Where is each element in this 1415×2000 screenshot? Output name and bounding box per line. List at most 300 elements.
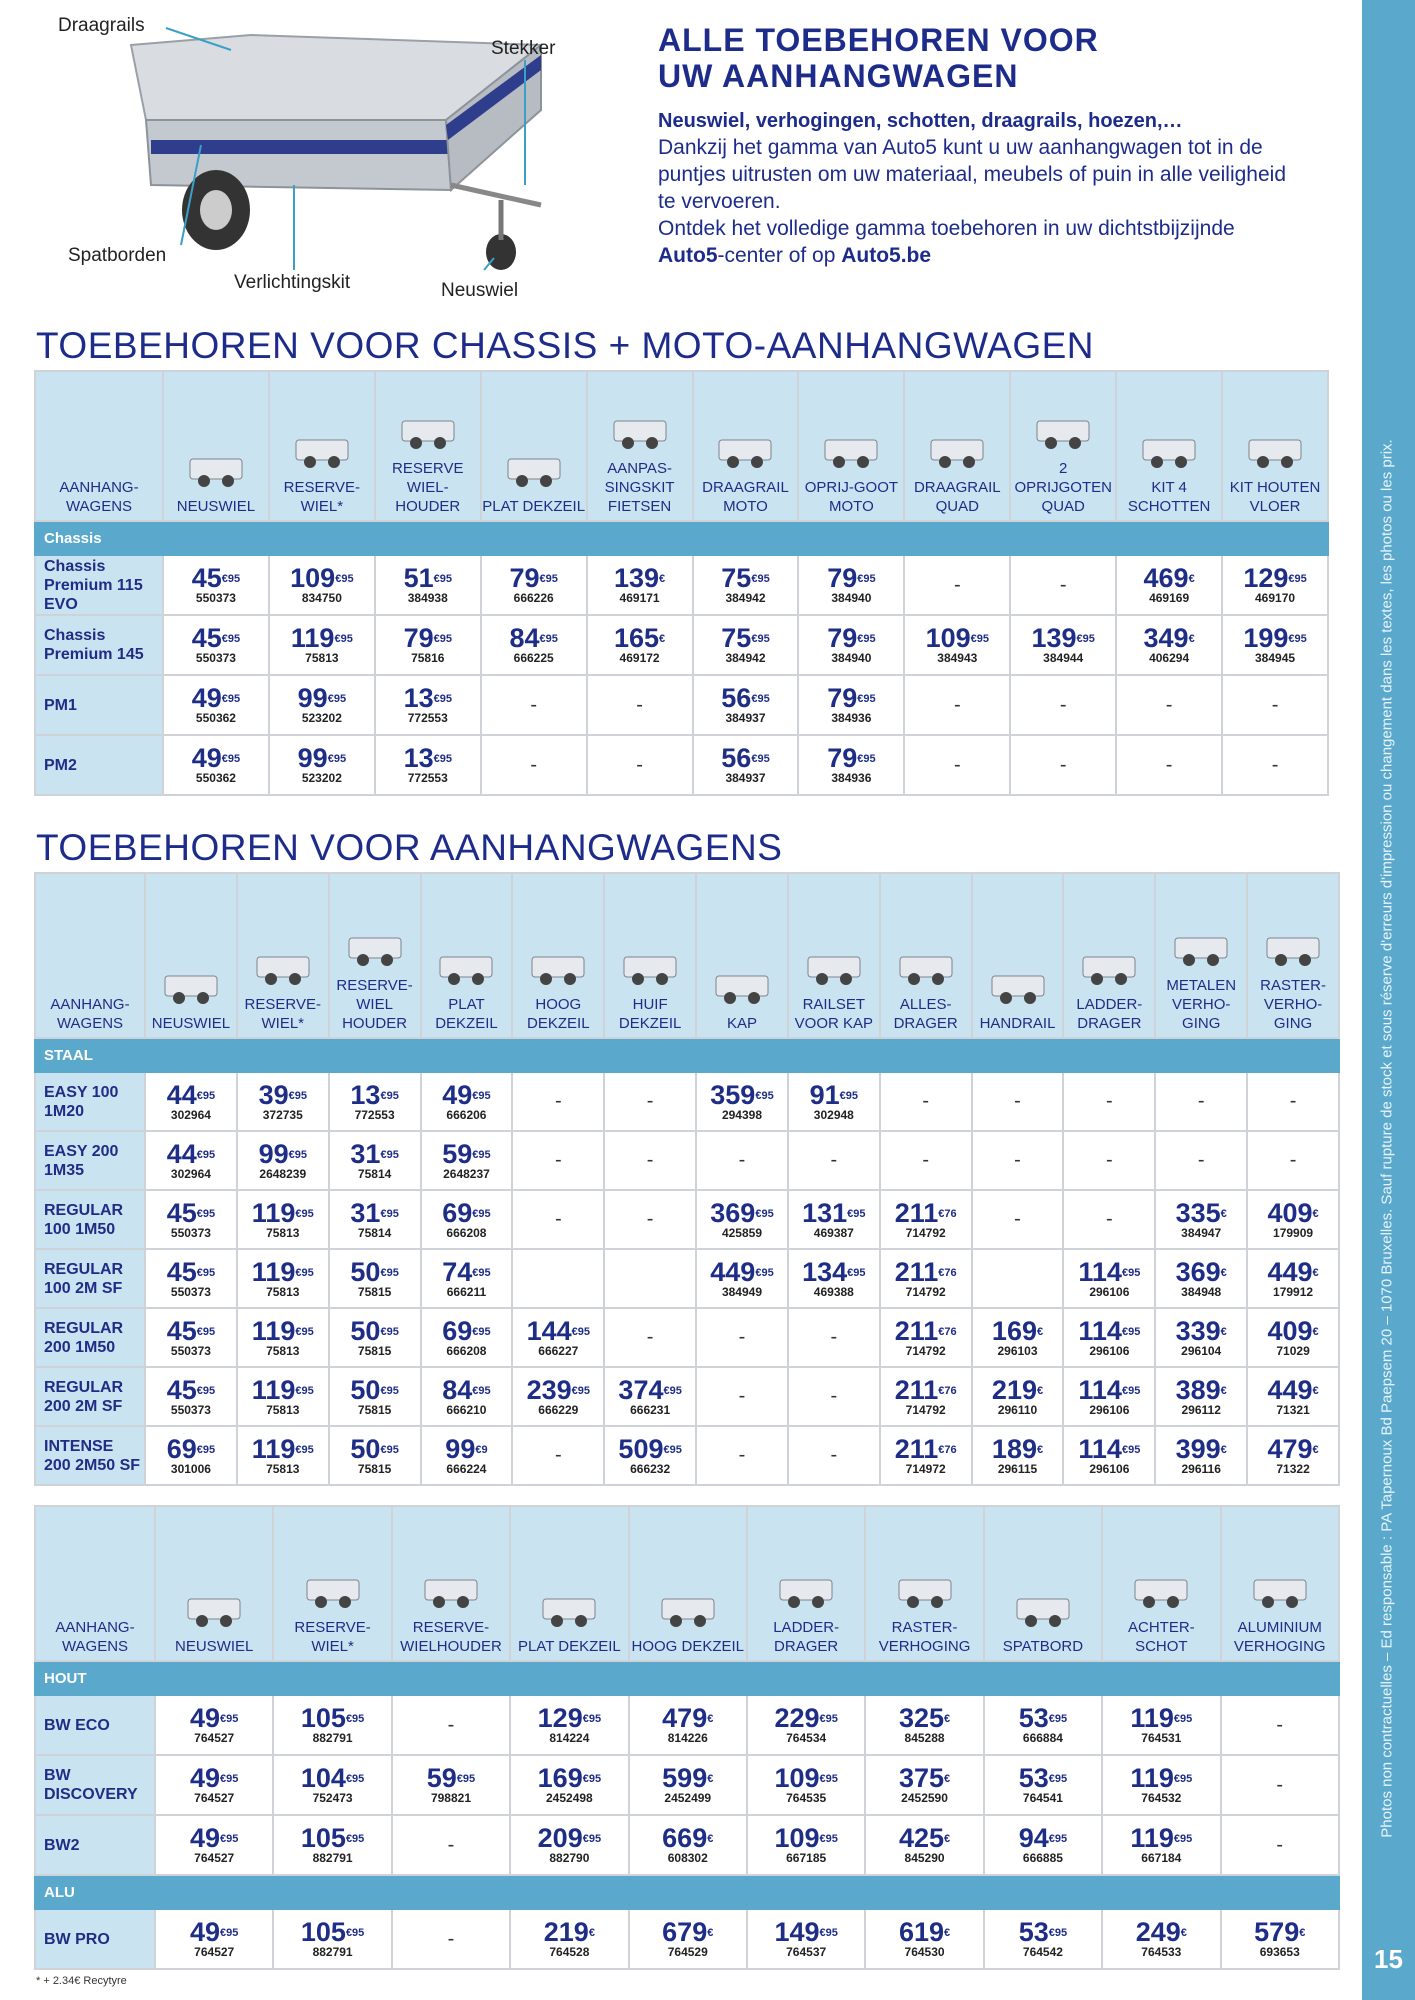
price: 679€ xyxy=(662,1917,714,1947)
product-thumbnail-icon xyxy=(1031,411,1095,453)
price-cell xyxy=(269,555,375,615)
price: $74^{€95}$ xyxy=(442,1256,491,1287)
price-cell xyxy=(1222,555,1328,615)
product-thumbnail-icon xyxy=(184,449,248,491)
price: $44^{€95}$ xyxy=(166,1079,216,1110)
product-thumbnail-icon xyxy=(1129,1570,1193,1612)
price: 425€ xyxy=(898,1823,951,1853)
price-cell xyxy=(237,1190,329,1249)
article-code: 667185 xyxy=(786,1851,827,1865)
article-code: 75816 xyxy=(411,651,445,665)
price-cell xyxy=(693,675,799,735)
product-thumbnail-icon xyxy=(1243,430,1307,472)
product-thumbnail-icon xyxy=(618,947,682,989)
article-code: 296106 xyxy=(1089,1461,1130,1476)
product-thumbnail-icon xyxy=(925,430,989,472)
price-cell xyxy=(145,1308,237,1367)
price: $105^{€95}$ xyxy=(300,1823,365,1853)
price-cell xyxy=(1063,1367,1155,1426)
article-code: 523202 xyxy=(301,711,342,725)
price-cell xyxy=(693,555,799,615)
product-thumbnail-icon xyxy=(1077,947,1141,989)
article-code: 666885 xyxy=(1022,1851,1063,1865)
article-code: 798821 xyxy=(430,1791,471,1805)
table-row xyxy=(35,1755,1339,1815)
price-cell xyxy=(163,555,269,615)
price: $119^{€95}$ xyxy=(1130,1763,1193,1793)
price: $209^{€95}$ xyxy=(537,1823,602,1853)
label-verlichtingskit: Verlichtingskit xyxy=(234,272,351,293)
article-code: 2452590 xyxy=(901,1791,948,1805)
price-cell xyxy=(145,1367,237,1426)
article-code: 666229 xyxy=(538,1402,579,1417)
price-cell xyxy=(421,1426,513,1485)
table-row xyxy=(35,1190,1339,1249)
article-code: 75813 xyxy=(266,1284,300,1299)
column-header: NEUSWIEL xyxy=(163,371,269,521)
price: $56^{€95}$ xyxy=(721,683,770,713)
intro-illustration xyxy=(36,0,596,318)
price-cell-empty: - xyxy=(1247,1131,1339,1190)
price-cell xyxy=(880,1426,972,1485)
price-cell xyxy=(1010,615,1116,675)
price: $75^{€95}$ xyxy=(721,563,770,593)
price-cell-empty: - xyxy=(1010,675,1116,735)
price-cell xyxy=(1247,1426,1339,1485)
article-code: 2452498 xyxy=(546,1791,593,1805)
article-code: 764527 xyxy=(194,1851,235,1865)
product-thumbnail-icon xyxy=(819,430,883,472)
price-cell-empty: - xyxy=(512,1426,604,1485)
price: $104^{€95}$ xyxy=(300,1763,365,1793)
price-cell xyxy=(587,555,693,615)
column-header: HUIF DEKZEIL xyxy=(604,873,696,1038)
column-header: HOOG DEKZEIL xyxy=(629,1506,747,1661)
price-cell xyxy=(375,555,481,615)
price: $114^{€95}$ xyxy=(1078,1315,1141,1346)
footnote: * + 2.34€ Recytyre xyxy=(36,1975,127,1987)
price: $84^{€95}$ xyxy=(509,623,558,653)
price-cell xyxy=(880,1367,972,1426)
price-cell xyxy=(788,1072,880,1131)
article-code: 384948 xyxy=(1181,1284,1222,1299)
price: 669€ xyxy=(662,1823,714,1853)
article-code: 384940 xyxy=(831,651,872,665)
article-code: 384945 xyxy=(1255,651,1296,665)
price-cell xyxy=(984,1815,1102,1875)
price-cell-empty: - xyxy=(392,1909,510,1969)
price-cell xyxy=(747,1755,865,1815)
price-cell-empty: - xyxy=(1116,675,1222,735)
price: 219€ xyxy=(543,1917,595,1947)
price: $49^{€95}$ xyxy=(189,1763,239,1793)
table-row xyxy=(35,675,1328,735)
price-cell-empty: - xyxy=(1063,1190,1155,1249)
price: 219€ xyxy=(991,1374,1044,1405)
column-header: NEUSWIEL xyxy=(155,1506,273,1661)
price: $49^{€95}$ xyxy=(191,743,241,773)
product-thumbnail-icon xyxy=(656,1589,720,1631)
article-code: 764527 xyxy=(194,1791,235,1805)
article-code: 764535 xyxy=(786,1791,827,1805)
price: $105^{€95}$ xyxy=(300,1703,365,1733)
row-label: PM2 xyxy=(35,735,163,795)
article-code: 834750 xyxy=(301,591,342,605)
price-cell-empty: - xyxy=(904,555,1010,615)
price: $105^{€95}$ xyxy=(300,1917,365,1947)
price: $50^{€95}$ xyxy=(350,1315,399,1346)
price-cell xyxy=(273,1695,391,1755)
article-code: 296115 xyxy=(997,1461,1038,1476)
article-code: 2648237 xyxy=(443,1166,490,1181)
price-cell-empty: - xyxy=(587,675,693,735)
price-cell-empty: - xyxy=(1063,1131,1155,1190)
price: 169€ xyxy=(991,1315,1044,1346)
price: $149^{€95}$ xyxy=(774,1917,838,1947)
price: $49^{€95}$ xyxy=(189,1823,239,1853)
price: $211^{€76}$ xyxy=(894,1433,957,1464)
product-thumbnail-icon xyxy=(251,947,315,989)
price: $119^{€95}$ xyxy=(251,1433,314,1464)
row-label: BW ECO xyxy=(35,1695,155,1755)
price: 409€ xyxy=(1267,1315,1319,1346)
price: $129^{€95}$ xyxy=(537,1703,602,1733)
price: $139^{€95}$ xyxy=(1031,623,1095,653)
article-code: 75813 xyxy=(266,1402,300,1417)
product-thumbnail-icon xyxy=(419,1570,483,1612)
table-row xyxy=(35,1131,1339,1190)
row-label: INTENSE 200 2M50 SF xyxy=(35,1426,145,1485)
price-cell-empty: - xyxy=(1010,735,1116,795)
price-cell xyxy=(421,1308,513,1367)
column-header: ALUMINIUM VERHOGING xyxy=(1221,1506,1339,1661)
price-cell xyxy=(510,1909,628,1969)
column-header: ACHTER-SCHOT xyxy=(1102,1506,1220,1661)
article-code: 666224 xyxy=(446,1461,487,1476)
price: $119^{€95}$ xyxy=(251,1197,314,1228)
price: $114^{€95}$ xyxy=(1078,1374,1141,1405)
price: $13^{€95}$ xyxy=(350,1079,399,1110)
column-header: RESERVE- WIEL* xyxy=(273,1506,391,1661)
row-label: BW PRO xyxy=(35,1909,155,1969)
article-code: 75814 xyxy=(357,1225,392,1240)
price-cell-empty: - xyxy=(788,1426,880,1485)
price: 599€ xyxy=(662,1763,714,1793)
price: $50^{€95}$ xyxy=(350,1256,399,1287)
article-code: 764534 xyxy=(786,1731,827,1745)
product-thumbnail-icon xyxy=(608,411,672,453)
product-thumbnail-icon xyxy=(434,947,498,989)
price: $53^{€95}$ xyxy=(1018,1703,1068,1733)
price: $359^{€95}$ xyxy=(710,1079,774,1110)
article-code: 469172 xyxy=(619,651,660,665)
price-cell-empty: - xyxy=(587,735,693,795)
article-code: 814226 xyxy=(667,1731,708,1745)
price-cell xyxy=(421,1131,513,1190)
article-code: 75813 xyxy=(266,1343,300,1358)
article-code: 296106 xyxy=(1089,1284,1130,1299)
price: $79^{€95}$ xyxy=(827,683,876,713)
price: $94^{€95}$ xyxy=(1018,1823,1068,1853)
article-code: 666211 xyxy=(446,1284,487,1299)
price: $49^{€95}$ xyxy=(191,683,241,713)
table-row xyxy=(35,1072,1339,1131)
article-code: 772553 xyxy=(407,771,448,785)
product-thumbnail-icon xyxy=(182,1589,246,1631)
price: $109^{€95}$ xyxy=(774,1823,838,1853)
price-cell xyxy=(481,555,587,615)
article-code: 764533 xyxy=(1141,1945,1182,1959)
price: $51^{€95}$ xyxy=(403,563,452,593)
article-code: 714792 xyxy=(905,1402,946,1417)
price: $79^{€95}$ xyxy=(827,563,876,593)
price-cell xyxy=(1221,1909,1339,1969)
price: 249€ xyxy=(1135,1917,1187,1947)
product-thumbnail-icon xyxy=(526,947,590,989)
price-cell-empty: - xyxy=(880,1072,972,1131)
price: $374^{€95}$ xyxy=(618,1374,682,1405)
article-code: 75813 xyxy=(266,1461,300,1476)
article-code: 882791 xyxy=(312,1851,353,1865)
price: $44^{€95}$ xyxy=(166,1138,216,1169)
price-cell xyxy=(984,1909,1102,1969)
price: $109^{€95}$ xyxy=(290,563,354,593)
column-header: KIT 4 SCHOTTEN xyxy=(1116,371,1222,521)
price: $211^{€76}$ xyxy=(894,1197,957,1228)
column-header: LADDER-DRAGER xyxy=(1063,873,1155,1038)
page-number: 15 xyxy=(1374,1944,1403,1974)
price-cell xyxy=(163,735,269,795)
price: $69^{€95}$ xyxy=(166,1433,216,1464)
website-link[interactable]: Auto5.be xyxy=(841,244,932,267)
price-cell-empty: - xyxy=(392,1815,510,1875)
row-label: PM1 xyxy=(35,675,163,735)
price: $119^{€95}$ xyxy=(1130,1703,1193,1733)
column-header: RESERVE- WIEL* xyxy=(237,873,329,1038)
group-label: HOUT xyxy=(35,1661,1339,1695)
price: $119^{€95}$ xyxy=(251,1374,314,1405)
price-cell xyxy=(329,1131,421,1190)
article-code: 764527 xyxy=(194,1945,235,1959)
article-code: 75815 xyxy=(357,1284,392,1299)
article-code: 384943 xyxy=(937,651,978,665)
article-code: 302948 xyxy=(813,1107,854,1122)
price: 339€ xyxy=(1175,1315,1227,1346)
price: 189€ xyxy=(991,1433,1044,1464)
price-cell-empty: - xyxy=(788,1308,880,1367)
price-cell xyxy=(1063,1249,1155,1308)
price-cell-empty: - xyxy=(696,1131,788,1190)
column-header: HANDRAIL xyxy=(972,873,1064,1038)
price: $211^{€76}$ xyxy=(894,1374,957,1405)
article-code: 666226 xyxy=(513,591,554,605)
price-cell-empty: - xyxy=(1221,1755,1339,1815)
row-label: REGULAR 200 1M50 xyxy=(35,1308,145,1367)
price-cell xyxy=(510,1815,628,1875)
price-cell xyxy=(629,1755,747,1815)
article-code: 302964 xyxy=(170,1166,211,1181)
price-cell xyxy=(693,615,799,675)
price: $45^{€95}$ xyxy=(166,1197,216,1228)
column-header: KAP xyxy=(696,873,788,1038)
price-cell xyxy=(329,1190,421,1249)
price: $59^{€95}$ xyxy=(442,1138,491,1169)
price: 389€ xyxy=(1175,1374,1227,1405)
price-cell xyxy=(237,1426,329,1485)
article-code: 384937 xyxy=(725,771,766,785)
price-cell xyxy=(880,1190,972,1249)
label-spatborden: Spatborden xyxy=(68,245,167,266)
column-header-trailers: AANHANG-WAGENS xyxy=(35,873,145,1038)
article-code: 296116 xyxy=(1181,1461,1221,1476)
article-code: 296112 xyxy=(1181,1402,1221,1417)
price-cell xyxy=(747,1909,865,1969)
price-cell xyxy=(747,1815,865,1875)
article-code: 469171 xyxy=(619,591,660,605)
price-cell xyxy=(798,555,904,615)
price-cell xyxy=(155,1815,273,1875)
price: $45^{€95}$ xyxy=(166,1315,216,1346)
price-cell xyxy=(1222,615,1328,675)
price-cell xyxy=(421,1367,513,1426)
price-cell xyxy=(696,1190,788,1249)
price: $45^{€95}$ xyxy=(166,1374,216,1405)
article-code: 666225 xyxy=(513,651,554,665)
intro-text xyxy=(658,22,1298,269)
price: 139€ xyxy=(613,563,666,593)
price: 449€ xyxy=(1267,1374,1319,1405)
price: $45^{€95}$ xyxy=(191,563,241,593)
price: 369€ xyxy=(1175,1256,1227,1287)
product-thumbnail-icon xyxy=(1137,430,1201,472)
article-code: 2648239 xyxy=(259,1166,307,1181)
article-code: 666208 xyxy=(446,1225,487,1240)
price-cell xyxy=(329,1426,421,1485)
price-cell-empty: - xyxy=(1155,1072,1247,1131)
table-row xyxy=(35,1695,1339,1755)
price-cell xyxy=(510,1755,628,1815)
article-code: 372735 xyxy=(262,1107,303,1122)
column-header: KIT HOUTEN VLOER xyxy=(1222,371,1328,521)
column-header: RESERVE-WIELHOUDER xyxy=(392,1506,510,1661)
price-cell-empty: - xyxy=(1155,1131,1247,1190)
page-title: ALLE TOEBEHOREN VOOR UW AANHANGWAGEN xyxy=(658,22,1099,94)
article-code: 469388 xyxy=(813,1284,854,1299)
price-cell xyxy=(798,615,904,675)
product-thumbnail-icon xyxy=(1261,928,1325,970)
price: $509^{€95}$ xyxy=(618,1433,682,1464)
price-cell xyxy=(788,1249,880,1308)
article-code: 666208 xyxy=(446,1343,487,1358)
price: 375€ xyxy=(898,1763,951,1793)
article-code: 882790 xyxy=(549,1851,590,1865)
article-code: 294398 xyxy=(721,1107,762,1122)
table-row xyxy=(35,1367,1339,1426)
article-code: 666210 xyxy=(446,1402,487,1417)
row-label: REGULAR 200 2M SF xyxy=(35,1367,145,1426)
article-code: 71322 xyxy=(1276,1461,1310,1476)
price-cell xyxy=(269,735,375,795)
price: $109^{€95}$ xyxy=(774,1763,838,1793)
price-cell xyxy=(696,1249,788,1308)
product-thumbnail-icon xyxy=(537,1589,601,1631)
price: $169^{€95}$ xyxy=(537,1763,602,1793)
price-cell xyxy=(375,675,481,735)
table-row xyxy=(35,735,1328,795)
price-cell xyxy=(798,675,904,735)
article-code: 296103 xyxy=(997,1343,1038,1358)
article-code: 384938 xyxy=(407,591,448,605)
price: $50^{€95}$ xyxy=(350,1374,399,1405)
price-cell xyxy=(510,1695,628,1755)
price: $91^{€95}$ xyxy=(809,1079,859,1110)
article-code: 772553 xyxy=(407,711,448,725)
row-label: REGULAR 100 2M SF xyxy=(35,1249,145,1308)
price-cell-empty: - xyxy=(512,1131,604,1190)
column-header: PLAT DEKZEIL xyxy=(481,371,587,521)
subtitle: Neuswiel, verhogingen, schotten, draagrails, hoezen,… xyxy=(658,110,1183,132)
product-thumbnail-icon xyxy=(290,430,354,472)
article-code: 384947 xyxy=(1181,1225,1222,1240)
price-cell-empty: - xyxy=(392,1695,510,1755)
price-cell xyxy=(273,1755,391,1815)
price-cell xyxy=(1247,1190,1339,1249)
article-code: 764537 xyxy=(786,1945,827,1959)
price: $99^{€95}$ xyxy=(258,1138,307,1169)
article-code: 764527 xyxy=(194,1731,235,1745)
price-cell xyxy=(269,675,375,735)
price-cell xyxy=(481,615,587,675)
row-label: Chassis Premium 115 EVO xyxy=(35,555,163,615)
article-code: 384940 xyxy=(831,591,872,605)
article-code: 666884 xyxy=(1022,1731,1063,1745)
article-code: 764542 xyxy=(1022,1945,1063,1959)
row-label: BW DISCOVERY xyxy=(35,1755,155,1815)
price-cell xyxy=(1155,1249,1247,1308)
price-cell xyxy=(865,1755,983,1815)
price: $229^{€95}$ xyxy=(774,1703,838,1733)
price: $99^{€95}$ xyxy=(297,683,347,713)
column-header: LADDER-DRAGER xyxy=(747,1506,865,1661)
price-cell-empty: - xyxy=(512,1072,604,1131)
price-cell-empty: - xyxy=(696,1367,788,1426)
price: $79^{€95}$ xyxy=(827,623,876,653)
price: 479€ xyxy=(662,1703,714,1733)
article-code: 845290 xyxy=(904,1851,945,1865)
price-cell-empty: - xyxy=(512,1190,604,1249)
column-header: DRAAGRAIL MOTO xyxy=(693,371,799,521)
price-cell xyxy=(604,1367,696,1426)
price: 469€ xyxy=(1143,563,1195,593)
price-cell-empty: - xyxy=(1010,555,1116,615)
price: $134^{€95}$ xyxy=(802,1256,866,1287)
article-code: 550362 xyxy=(195,771,236,785)
article-code: 550373 xyxy=(170,1284,211,1299)
price-cell xyxy=(163,615,269,675)
sidebar xyxy=(1362,0,1415,2000)
article-code: 179909 xyxy=(1273,1225,1314,1240)
table-row xyxy=(35,1426,1339,1485)
price: 165€ xyxy=(613,623,666,653)
article-code: 550373 xyxy=(195,591,236,605)
price: $69^{€95}$ xyxy=(442,1197,491,1228)
article-code: 75815 xyxy=(357,1343,392,1358)
price-cell-empty: - xyxy=(696,1426,788,1485)
price-cell-empty: - xyxy=(1221,1695,1339,1755)
column-header: RESERVE- WIEL* xyxy=(269,371,375,521)
row-label: Chassis Premium 145 xyxy=(35,615,163,675)
article-code: 302964 xyxy=(170,1107,211,1122)
